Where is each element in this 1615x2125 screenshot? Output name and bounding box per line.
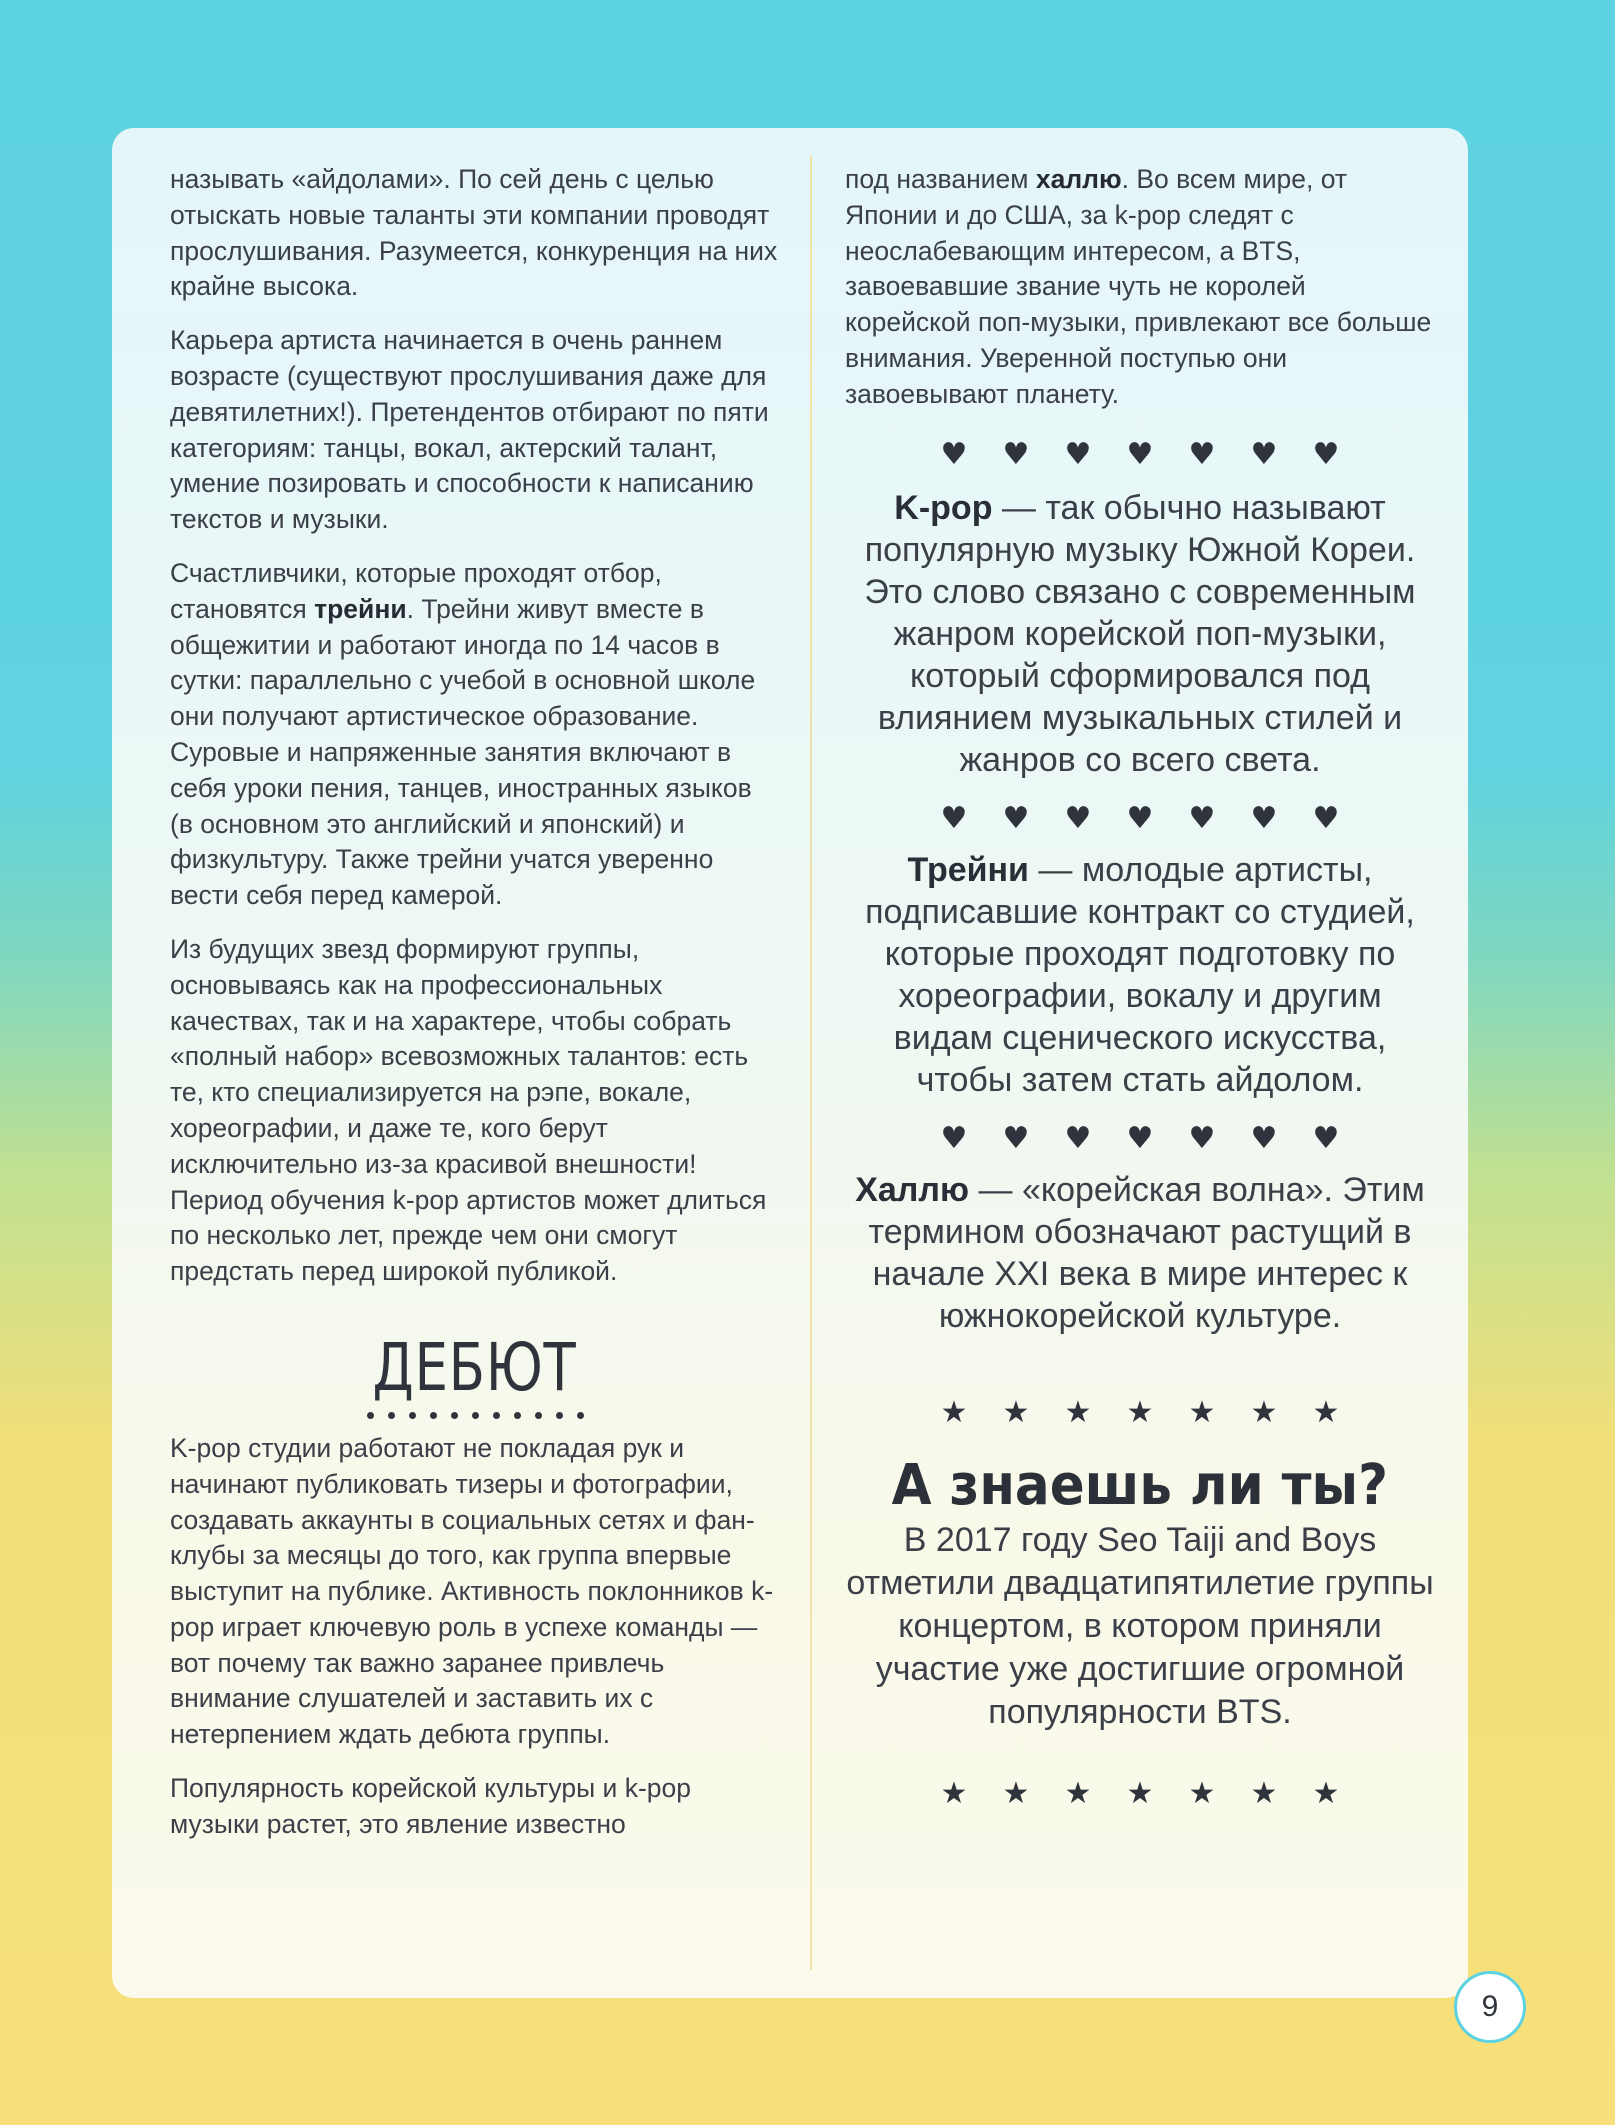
star-icon: ★ (1250, 1775, 1278, 1811)
star-icon: ★ (1002, 1775, 1030, 1811)
heart-icon: ♥ (940, 436, 968, 472)
definition-term: Трейни (907, 850, 1029, 889)
section-heading (170, 1328, 780, 1406)
fact-heading (845, 1453, 1435, 1519)
heart-icon: ♥ (940, 800, 968, 836)
intro-paragraph (845, 162, 1435, 413)
heart-icon: ♥ (1312, 800, 1340, 836)
definition-text: — молодые артисты, подписавшие контракт со студией, которые проходят подготовку по хореографии, вокалу и другим видам сценического искусства, чтобы затем стать айдолом. (865, 850, 1415, 1099)
star-icon: ★ (1250, 1394, 1278, 1430)
text-run: Счастливчики, которые проходят отбор, становятся (170, 557, 662, 624)
text-run: под названием (845, 164, 1036, 194)
definition-text: — «корейская волна». Этим термином обозначают растущий в начале XXI века в мире интерес к южнокорейской культуре. (868, 1170, 1425, 1335)
stars-divider (845, 1774, 1435, 1814)
section-title-debut: ДЕБЮТ (372, 1328, 578, 1406)
star-icon: ★ (1126, 1394, 1154, 1430)
right-column (845, 162, 1435, 1814)
definition-term: K-pop (894, 488, 993, 527)
page-number-badge: 9 (1454, 1971, 1526, 2043)
heart-icon: ♥ (1312, 436, 1340, 472)
hearts-divider (845, 799, 1435, 839)
paragraph: Карьера артиста начинается в очень раннем возрасте (существуют прослушивания даже для девятилетних!). Претендентов отбирают по пяти категориям: танцы, вокал, актерский талант, умение позировать и способности к написанию текстов и музыки. (170, 325, 769, 535)
star-icon: ★ (1188, 1394, 1216, 1430)
heart-icon: ♥ (1126, 1120, 1154, 1156)
definition-kpop (845, 487, 1435, 781)
stars-divider (845, 1393, 1435, 1433)
paragraph: Популярность корейской культуры и k-pop музыки растет, это явление известно (170, 1773, 691, 1839)
star-icon: ★ (1126, 1775, 1154, 1811)
column-divider (810, 155, 812, 1970)
heart-icon: ♥ (1064, 1120, 1092, 1156)
star-icon: ★ (1064, 1775, 1092, 1811)
heart-icon: ♥ (1002, 1120, 1030, 1156)
hearts-divider (845, 1119, 1435, 1159)
star-icon: ★ (940, 1775, 968, 1811)
definition-trainee (845, 849, 1435, 1101)
star-icon: ★ (1312, 1775, 1340, 1811)
text-run: . Трейни живут вместе в общежитии и работают иногда по 14 часов в сутки: параллельно с учебой в основной школе они получают артистическое образование. Суровые и напряженные занятия включают в себя уроки пения, танцев, иностранных языков (в основном это английский и японский) и физкультуру. Также трейни учатся уверенно вести себя перед камерой. (170, 593, 756, 911)
heart-icon: ♥ (1250, 1120, 1278, 1156)
paragraph: Из будущих звезд формируют группы, основываясь как на профессиональных качествах, так и на характере, чтобы собрать «полный набор» всевозможных талантов: есть те, кто специализируется на рэпе, вокале, хореографии, и даже те, кого берут исключительно из-за красивой внешности! Период обучения k-pop артистов может длиться по несколько лет, прежде чем они смогут предстать перед широкой публикой. (170, 933, 767, 1287)
heart-icon: ♥ (1188, 436, 1216, 472)
paragraph: K-pop студии работают не покладая рук и начинают публиковать тизеры и фотографии, создавать аккаунты в социальных сетях и фан-клубы за месяцы до того, как группа впервые выступит на публике. Активность поклонников k-pop играет ключевую роль в успехе команды — вот почему так важно заранее привлечь внимание слушателей и заставить их с нетерпением ждать дебюта группы. (170, 1432, 774, 1750)
star-icon: ★ (940, 1394, 968, 1430)
paragraph (170, 556, 780, 914)
star-icon: ★ (1312, 1394, 1340, 1430)
star-icon: ★ (1188, 1775, 1216, 1811)
paragraph: называть «айдолами». По сей день с целью отыскать новые таланты эти компании проводят прослушивания. Разумеется, конкуренция на них крайне высока. (170, 164, 778, 302)
heart-icon: ♥ (1188, 1120, 1216, 1156)
fact-title: А знаешь ли ты? (891, 1452, 1389, 1518)
heart-icon: ♥ (1250, 800, 1278, 836)
heart-icon: ♥ (1064, 800, 1092, 836)
definition-hallyu (845, 1169, 1435, 1337)
bold-term: трейни (314, 593, 407, 624)
heart-icon: ♥ (1250, 436, 1278, 472)
title-dots-divider (170, 1412, 780, 1419)
heart-icon: ♥ (1126, 800, 1154, 836)
fact-text: В 2017 году Seo Taiji and Boys отметили двадцатипятилетие группы концертом, в котором приняли участие уже достигшие огромной популярности BTS. (846, 1520, 1434, 1731)
heart-icon: ♥ (940, 1120, 968, 1156)
star-icon: ★ (1002, 1394, 1030, 1430)
heart-icon: ♥ (1002, 436, 1030, 472)
bold-term: халлю (1035, 164, 1122, 194)
heart-icon: ♥ (1312, 1120, 1340, 1156)
hearts-divider (845, 435, 1435, 475)
heart-icon: ♥ (1064, 436, 1092, 472)
definition-term: Халлю (855, 1170, 970, 1209)
definition-text: — так обычно называют популярную музыку Южной Кореи. Это слово связано с современным жанром корейской поп-музыки, который сформировался под влиянием музыкальных стилей и жанров со всего света. (864, 488, 1416, 779)
heart-icon: ♥ (1002, 800, 1030, 836)
heart-icon: ♥ (1188, 800, 1216, 836)
heart-icon: ♥ (1126, 436, 1154, 472)
left-column (170, 162, 780, 1861)
star-icon: ★ (1064, 1394, 1092, 1430)
text-run: . Во всем мире, от Японии и до США, за k-pop следят с неослабевающим интересом, а BTS, завоевавшие звание чуть не королей корейской поп-музыки, привлекают все больше внимания. Уверенной поступью они завоевывают планету. (845, 164, 1432, 409)
